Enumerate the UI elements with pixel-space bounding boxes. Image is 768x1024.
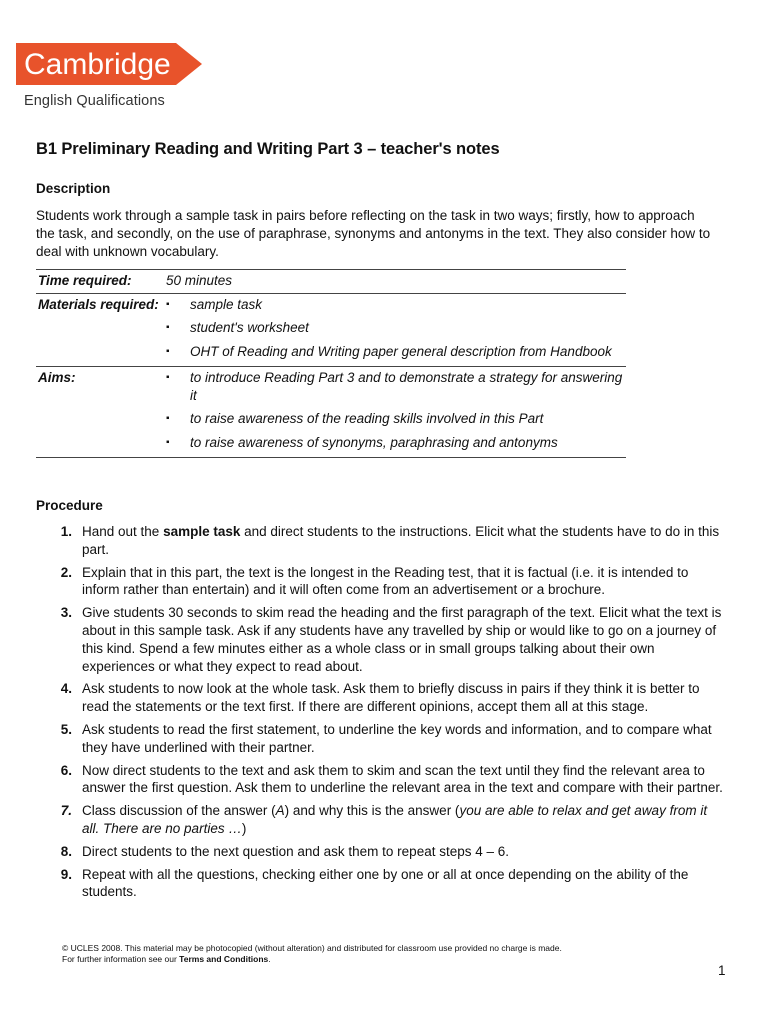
terms-link[interactable]: Terms and Conditions [179,953,269,964]
step-number: 9. [60,866,72,882]
procedure-step: 1. Hand out the sample task and direct students to the instructions. Elicit what the students have to do in this part. [46,523,726,559]
answer-letter: A [275,803,285,819]
materials-row [36,293,626,367]
procedure-step: 2. Explain that in this part, the text is the longest in the Reading test, that it is factual (i.e. it is intended to inform rather than entertain) and it will often come from an advertisement or a brochure. [46,564,726,600]
answer-quote: you are able to relax and get away from it all. There are no parties … [82,803,708,836]
list-item: ▪ student's worksheet [166,320,309,335]
list-item: ▪ to raise awareness of synonyms, paraphrasing and antonyms [166,434,558,450]
procedure-step: 3. Give students 30 seconds to skim read the heading and the first paragraph of the text. Elicit what the text is about in this sample task. Ask if any students have any travelled by ship or would like to go on a journey of this kind. Spend a few minutes either as a whole class or in small groups talking about their own experiences or what they expect to read about. [46,604,726,675]
time-label: Time required: [36,270,166,294]
procedure-step: 6. Now direct students to the text and ask them to skim and scan the text until they find the relevant area to answer the first question. Ask them to underline the relevant area in the text and compare with their partner. [46,762,726,798]
step-number: 1. [60,524,72,539]
procedure-step: 4. Ask students to now look at the whole task. Ask them to briefly discuss in pairs if they think it is better to read the statements or the text first. If there are different opinions, accept them all at this stage. [46,680,726,716]
procedure-step: 7. Class discussion of the answer (A) and why this is the answer (you are able to relax and get away from it all. There are no parties …) [46,802,726,838]
aims-list [166,369,626,451]
procedure-step: 5. Ask students to read the first statement, to underline the key words and information, and to compare what they have underlined with their partner. [46,721,726,757]
list-item: ▪ OHT of Reading and Writing paper general description from Handbook [166,343,612,359]
description-heading: Description [36,181,111,196]
bullet-icon: ▪ [166,413,170,424]
step-number: 5. [60,721,72,737]
procedure-list [46,523,726,906]
bullet-icon: ▪ [166,372,170,383]
bullet-icon: ▪ [166,345,170,357]
step-number: 8. [60,843,72,859]
sample-task-emphasis: sample task [163,524,241,539]
copyright-footer [62,943,562,964]
terms-line: For further information see our Terms and Conditions. [62,953,271,964]
logo-banner [16,43,202,85]
copyright-line: © UCLES 2008. This material may be photocopied (without alteration) and distributed for classroom use provided no charge is made. [62,943,562,953]
list-item: ▪ sample task [166,296,263,312]
step-number: 7. [60,803,72,819]
bullet-icon: ▪ [166,322,170,333]
logo-brand-text: Cambridge [24,48,171,81]
step-number: 2. [60,564,72,580]
step-number: 4. [60,681,72,697]
bullet-icon: ▪ [166,298,170,310]
procedure-step: 8. Direct students to the next question and ask them to repeat steps 4 – 6. [46,843,726,861]
procedure-heading: Procedure [36,498,103,513]
materials-list [166,296,626,361]
aims-label: Aims: [36,367,166,458]
time-value: 50 minutes [166,270,626,294]
materials-label: Materials required: [36,293,166,367]
step-number: 6. [60,762,72,778]
time-row [36,270,626,294]
aims-row [36,367,626,458]
list-item: ▪ to introduce Reading Part 3 and to demonstrate a strategy for answering it [166,370,623,403]
procedure-step: 9. Repeat with all the questions, checking either one by one or all at once depending on the ability of the students. [46,866,726,902]
bullet-icon: ▪ [166,436,170,448]
info-table [36,269,626,458]
logo-subtitle: English Qualifications [24,93,165,109]
description-text: Students work through a sample task in pairs before reflecting on the task in two ways; firstly, how to approach the task, and secondly, on the use of paraphrase, synonyms and antonyms in the text. They also consider how to deal with unknown vocabulary. [36,208,711,259]
page-number: 1 [718,963,726,978]
list-item: ▪ to raise awareness of the reading skills involved in this Part [166,411,544,426]
page-title: B1 Preliminary Reading and Writing Part 3 – teacher's notes [36,140,500,158]
step-number: 3. [60,605,72,621]
cambridge-logo [16,43,202,85]
